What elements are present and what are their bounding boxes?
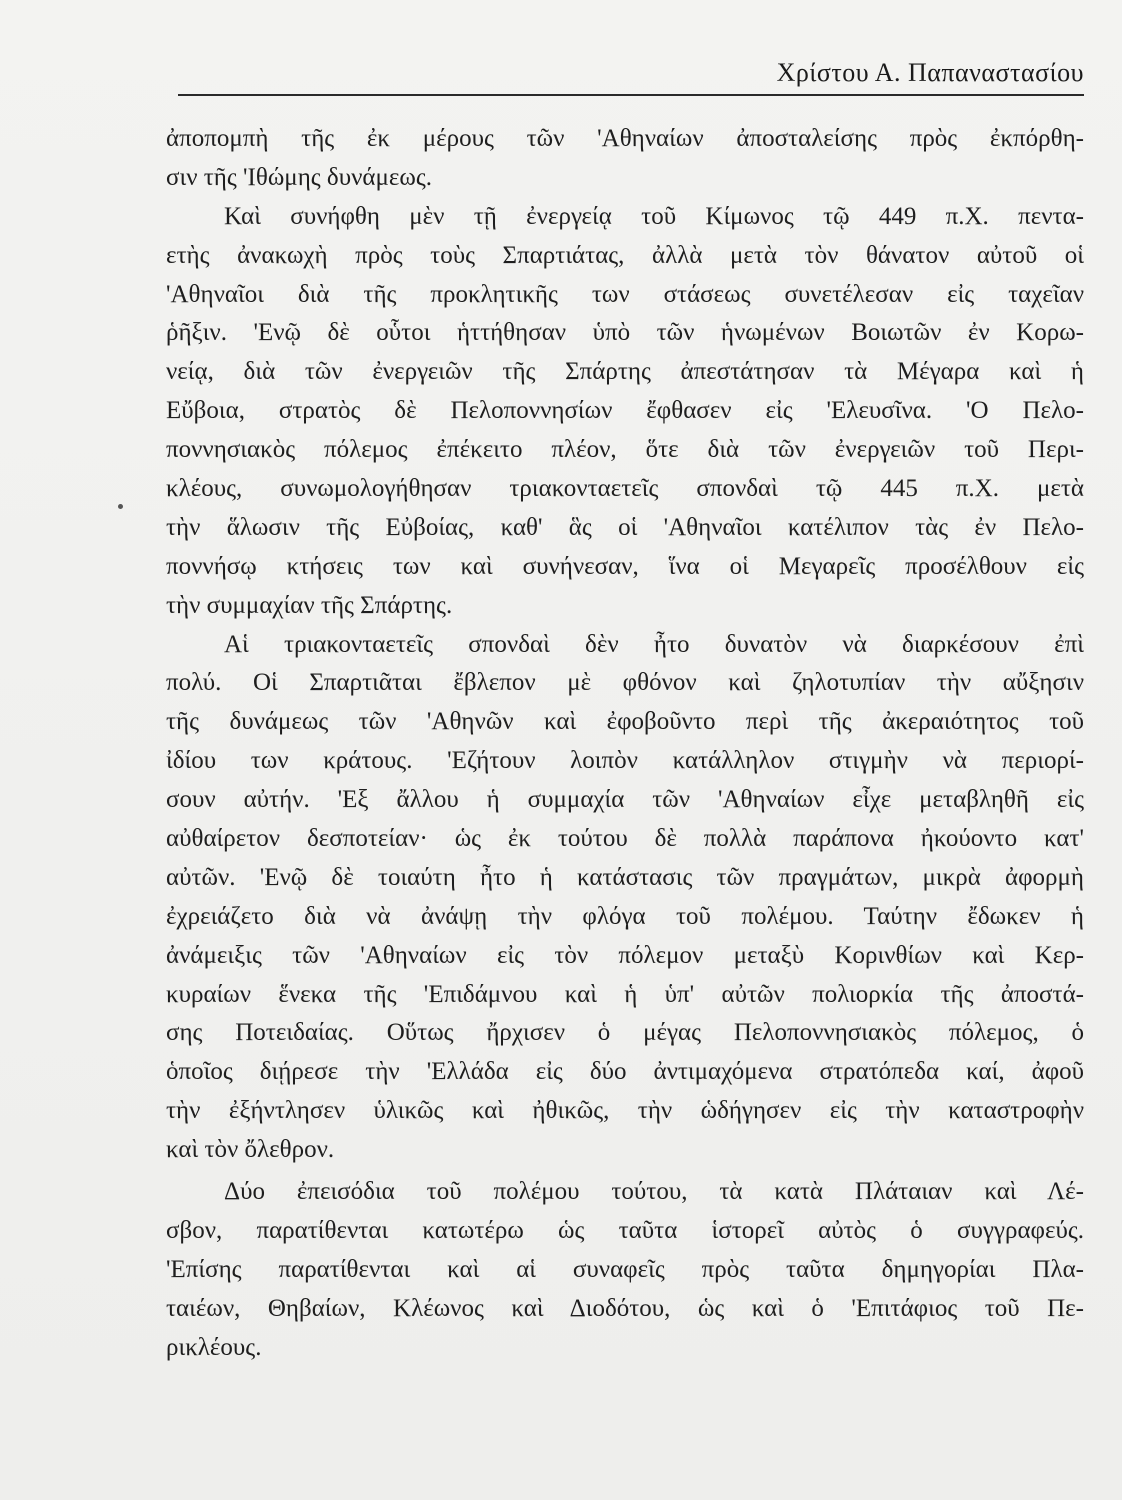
- header-rule: [178, 94, 1084, 96]
- text-line: τὴν συμμαχίαν τῆς Σπάρτης.: [166, 591, 453, 619]
- text-line: ρικλέους.: [166, 1333, 262, 1361]
- text-line: αὐτῶν. 'Ενῷ δὲ τοιαύτη ἦτο ἡ κατάστασις τῶν πραγμάτων, μικρὰ ἀφορμὴ: [166, 863, 1084, 891]
- text-line: σουν αὐτήν. 'Εξ ἄλλου ἡ συμμαχία τῶν 'Αθηναίων εἶχε μεταβληθῆ εἰς: [166, 786, 1084, 814]
- body-text: [166, 120, 1084, 1368]
- text-line: κλέους, συνωμολογήθησαν τριακονταετεῖς σπονδαὶ τῷ 445 π.Χ. μετὰ: [166, 475, 1084, 503]
- text-line: σης Ποτειδαίας. Οὕτως ἤρχισεν ὁ μέγας Πελοποννησιακὸς πόλεμος, ὁ: [166, 1019, 1084, 1047]
- text-line: κυραίων ἕνεκα τῆς 'Επιδάμνου καὶ ἡ ὑπ' αὐτῶν πολιορκία τῆς ἀποστά-: [166, 980, 1084, 1008]
- text-line: 'Αθηναῖοι διὰ τῆς προκλητικῆς των στάσεως συνετέλεσαν εἰς ταχεῖαν: [166, 280, 1084, 308]
- text-line: Αἱ τριακονταετεῖς σπονδαὶ δὲν ἦτο δυνατὸν νὰ διαρκέσουν ἐπὶ: [224, 630, 1084, 658]
- ink-speck: [118, 504, 123, 509]
- paragraph-1: [166, 120, 1084, 198]
- text-line: τῆς δυνάμεως τῶν 'Αθηνῶν καὶ ἐφοβοῦντο περὶ τῆς ἀκεραιότητος τοῦ: [166, 708, 1084, 736]
- text-line: σιν τῆς 'Ιθώμης δυνάμεως.: [166, 163, 432, 191]
- text-line: ἰδίου των κράτους. 'Εζήτουν λοιπὸν κατάλληλον στιγμὴν νὰ περιορί-: [166, 747, 1084, 775]
- text-line: ετὴς ἀνακωχὴ πρὸς τοὺς Σπαρτιάτας, ἀλλὰ μετὰ τὸν θάνατον αὐτοῦ οἱ: [166, 241, 1084, 269]
- text-line: ἀποπομπὴ τῆς ἐκ μέρους τῶν 'Αθηναίων ἀποσταλείσης πρὸς ἐκπόρθη-: [166, 125, 1084, 152]
- text-line: ἀνάμειξις τῶν 'Αθηναίων εἰς τὸν πόλεμον μεταξὺ Κορινθίων καὶ Κερ-: [166, 941, 1084, 969]
- text-line: σβον, παρατίθενται κατωτέρω ὡς ταῦτα ἱστορεῖ αὐτὸς ὁ συγγραφεύς.: [166, 1216, 1084, 1244]
- paragraph-2: [166, 198, 1084, 626]
- running-header-title: Χρίστου Α. Παπαναστασίου: [776, 58, 1084, 87]
- text-line: ποννησιακὸς πόλεμος ἐπέκειτο πλέον, ὅτε διὰ τῶν ἐνεργειῶν τοῦ Περι-: [166, 436, 1084, 464]
- text-line: Δύο ἐπεισόδια τοῦ πολέμου τούτου, τὰ κατὰ Πλάταιαν καὶ Λέ-: [224, 1178, 1084, 1206]
- text-line: πολύ. Οἱ Σπαρτιᾶται ἔβλεπον μὲ φθόνον καὶ ζηλοτυπίαν τὴν αὔξησιν: [166, 669, 1084, 697]
- text-line: ῥῆξιν. 'Ενῷ δὲ οὗτοι ἡττήθησαν ὑπὸ τῶν ἡνωμένων Βοιωτῶν ἐν Κορω-: [166, 319, 1084, 347]
- text-line: Καὶ συνήφθη μὲν τῇ ἐνεργείᾳ τοῦ Κίμωνος τῷ 449 π.Χ. πεντα-: [224, 202, 1084, 230]
- text-line: ποννήσῳ κτήσεις των καὶ συνήνεσαν, ἵνα οἱ Μεγαρεῖς προσέλθουν εἰς: [166, 552, 1084, 580]
- text-line: αὐθαίρετον δεσποτείαν· ὡς ἐκ τούτου δὲ πολλὰ παράπονα ἠκούοντο κατ': [166, 825, 1084, 853]
- text-line: ὁποῖος διῄρεσε τὴν 'Ελλάδα εἰς δύο ἀντιμαχόμενα στρατόπεδα καί, ἀφοῦ: [166, 1058, 1084, 1086]
- text-line: ἐχρειάζετο διὰ νὰ ἀνάψῃ τὴν φλόγα τοῦ πολέμου. Ταύτην ἔδωκεν ἡ: [166, 902, 1084, 930]
- text-line: ταιέων, Θηβαίων, Κλέωνος καὶ Διοδότου, ὡς καὶ ὁ 'Επιτάφιος τοῦ Πε-: [166, 1294, 1084, 1322]
- text-line: καὶ τὸν ὄλεθρον.: [166, 1136, 335, 1164]
- paragraph-4: [166, 1173, 1084, 1367]
- text-line: 'Επίσης παρατίθενται καὶ αἱ συναφεῖς πρὸς ταῦτα δημηγορίαι Πλα-: [166, 1255, 1084, 1283]
- text-line: νείᾳ, διὰ τῶν ἐνεργειῶν τῆς Σπάρτης ἀπεστάτησαν τὰ Μέγαρα καὶ ἡ: [166, 358, 1084, 386]
- paragraph-3: [166, 626, 1084, 1170]
- text-line: τὴν ἅλωσιν τῆς Εὐβοίας, καθ' ἃς οἱ 'Αθηναῖοι κατέλιπον τὰς ἐν Πελο-: [166, 513, 1084, 541]
- text-line: τὴν ἐξήντλησεν ὑλικῶς καὶ ἠθικῶς, τὴν ὡδήγησεν εἰς τὴν καταστροφὴν: [166, 1097, 1084, 1125]
- text-line: Εὔβοια, στρατὸς δὲ Πελοποννησίων ἔφθασεν εἰς 'Ελευσῖνα. 'Ο Πελο-: [166, 397, 1084, 425]
